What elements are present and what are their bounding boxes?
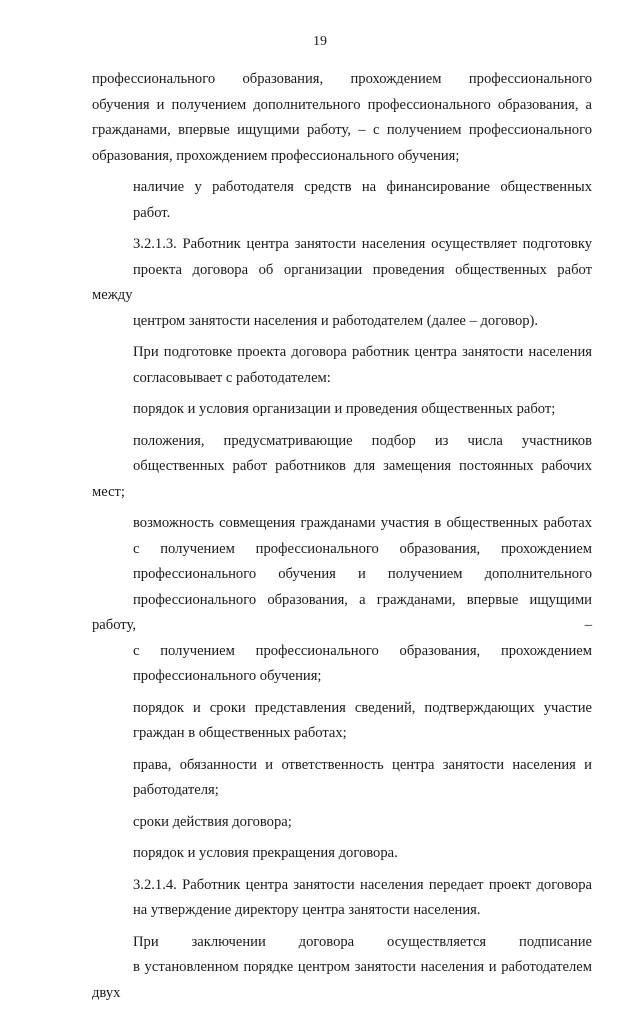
paragraph [92,873,592,924]
text-line: порядок и условия прекращения договора. [133,845,398,861]
page-number: 19 [313,34,327,49]
text-line: профессионального образования, а гражданами, впервые ищущими работу, – [92,591,592,633]
text-line: 3.2.1.3. Работник центра занятости населения осуществляет подготовку [133,236,592,252]
paragraph [92,930,592,1007]
text-line: общественных работ работников для замещения постоянных рабочих мест; [92,458,592,500]
text-line: с получением профессионального образования, прохождением [133,642,592,659]
text-line: согласовывает с работодателем: [133,369,331,386]
paragraph [92,340,592,391]
paragraph [92,397,592,423]
text-line: на утверждение директору центра занятости населения. [133,902,481,918]
text-line: права, обязанности и ответственность центра занятости населения и [133,756,592,773]
text-line: образования, прохождением профессионального обучения; [92,147,460,164]
text-line: порядок и сроки представления сведений, подтверждающих участие [133,699,592,716]
paragraph [92,511,592,690]
text-line: сроки действия договора; [133,813,292,830]
text-line: обучения и получением дополнительного профессионального образования, а [92,96,592,113]
document-body [92,67,592,1012]
text-line: наличие у работодателя средств на финансирование общественных [133,179,592,195]
text-line: При подготовке проекта договора работник центра занятости населения [133,344,592,360]
paragraph [92,841,592,867]
paragraph [92,696,592,747]
text-line: профессионального обучения и получением дополнительного [133,566,592,582]
text-line: профессионального образования, прохождением профессионального [92,71,592,87]
text-line: возможность совмещения гражданами участия в общественных работах [133,515,592,531]
text-line: гражданами, впервые ищущими работу, – с получением профессионального [92,122,592,138]
text-line: 3.2.1.4. Работник центра занятости населения передает проект договора [133,876,592,893]
text-line: работ. [133,204,171,221]
paragraph [92,175,592,226]
text-line: центром занятости населения и работодателем (далее – договор). [133,312,539,329]
text-line: профессионального обучения; [133,668,322,684]
paragraph [92,810,592,836]
text-line: проекта договора об организации проведения общественных работ между [92,261,592,303]
paragraph [92,67,592,169]
text-line: порядок и условия организации и проведения общественных работ; [133,401,556,417]
text-line: положения, предусматривающие подбор из числа участников [133,432,592,449]
text-line: с получением профессионального образования, прохождением [133,540,592,557]
text-line: работодателя; [133,782,219,798]
paragraph [92,753,592,804]
text-line: граждан в общественных работах; [133,725,347,741]
text-line: При заключении договора осуществляется подписание [133,933,592,950]
text-line: в установленном порядке центром занятости населения и работодателем двух [92,959,592,1001]
paragraph [92,232,592,334]
paragraph [92,429,592,506]
